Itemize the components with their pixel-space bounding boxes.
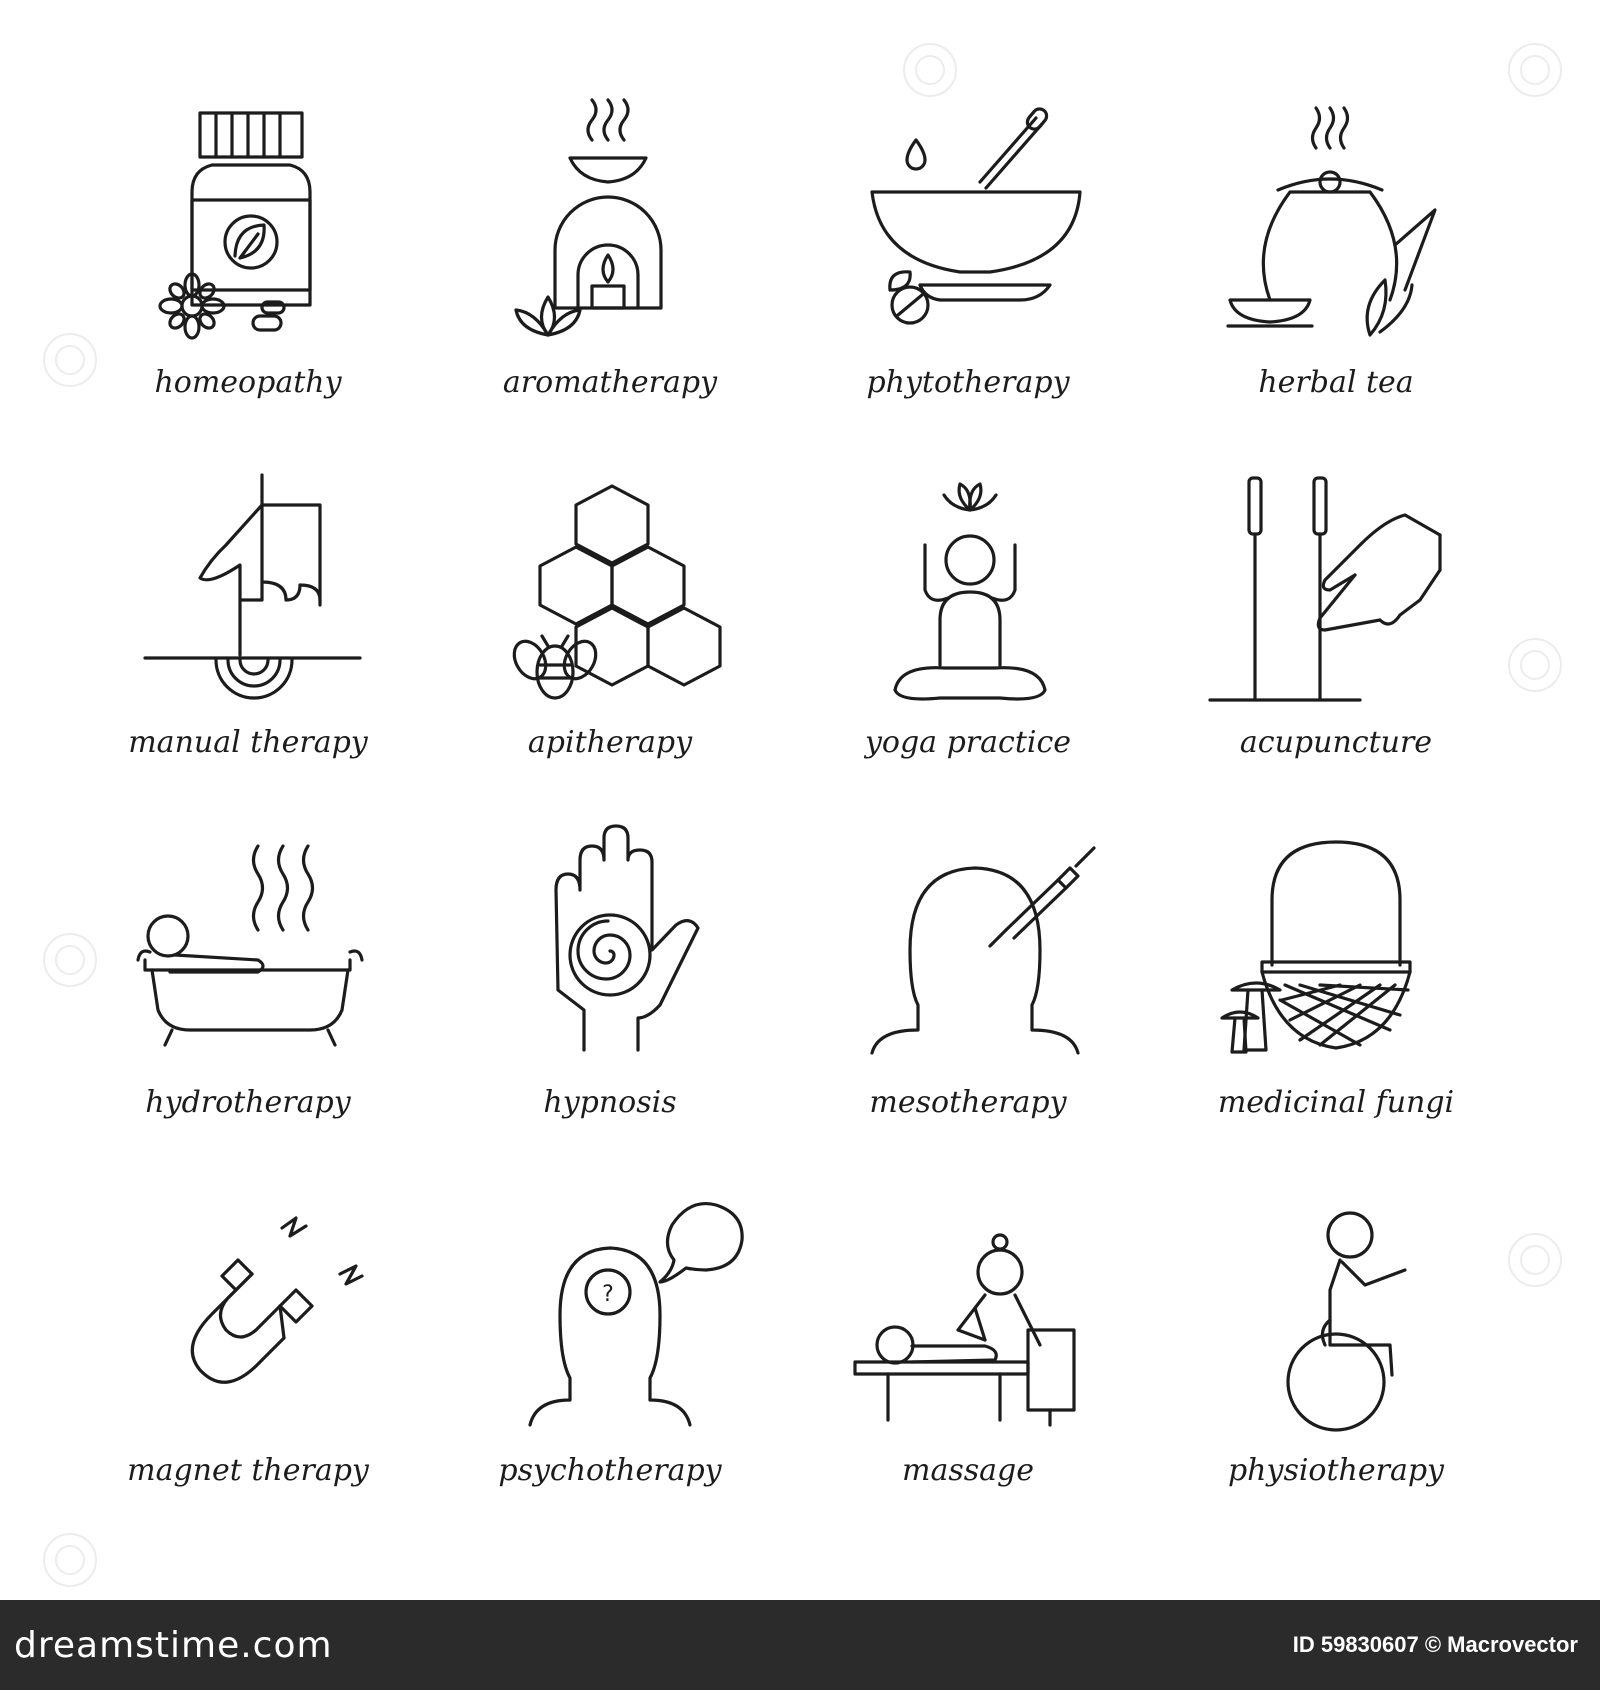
label-physiotherapy: physiotherapy (1227, 1453, 1445, 1488)
label-hypnosis: hypnosis (543, 1085, 677, 1120)
label-mesotherapy: mesotherapy (869, 1085, 1067, 1120)
label-yoga-practice: yoga practice (864, 725, 1072, 760)
image-credit: ID 59830607 © Macrovector (1292, 1632, 1578, 1657)
mushroom-basket-icon (1222, 842, 1410, 1052)
label-hydrotherapy: hydrotherapy (145, 1085, 351, 1120)
honeycomb-bee-icon (508, 486, 720, 698)
bathtub-icon (138, 846, 362, 1045)
brand-logo[interactable]: dreamstime.com (14, 1624, 333, 1666)
head-question-bubble-icon (530, 1204, 742, 1425)
question-mark-icon: ? (602, 1282, 614, 1307)
label-aromatherapy: aromatherapy (502, 365, 718, 400)
horseshoe-magnet-icon (192, 1218, 362, 1382)
hypnosis-palm-icon (556, 826, 698, 1050)
label-massage: massage (902, 1453, 1034, 1488)
label-psychotherapy: psychotherapy (498, 1453, 722, 1488)
label-herbal-tea: herbal tea (1258, 365, 1414, 400)
head-syringe-icon (872, 848, 1094, 1053)
label-homeopathy: homeopathy (154, 365, 342, 400)
label-manual-therapy: manual therapy (128, 725, 368, 760)
yoga-lotus-icon (895, 484, 1045, 699)
watermark-spirals (44, 44, 1561, 1586)
acupuncture-needles-icon (1210, 478, 1440, 700)
teapot-icon (1228, 108, 1435, 335)
label-magnet-therapy: magnet therapy (127, 1453, 369, 1488)
massage-table-icon (855, 1235, 1074, 1425)
mortar-pestle-icon (872, 106, 1080, 323)
label-phytotherapy: phytotherapy (866, 365, 1070, 400)
label-acupuncture: acupuncture (1239, 725, 1433, 760)
aroma-burner-icon (516, 100, 661, 335)
footer-bar (0, 1600, 1600, 1690)
label-apitherapy: apitherapy (527, 725, 693, 760)
label-medicinal-fungi: medicinal fungi (1217, 1085, 1455, 1120)
fitness-ball-icon (1288, 1213, 1405, 1430)
homeopathy-bottle-icon (160, 113, 310, 338)
pressing-hand-icon (145, 475, 360, 698)
